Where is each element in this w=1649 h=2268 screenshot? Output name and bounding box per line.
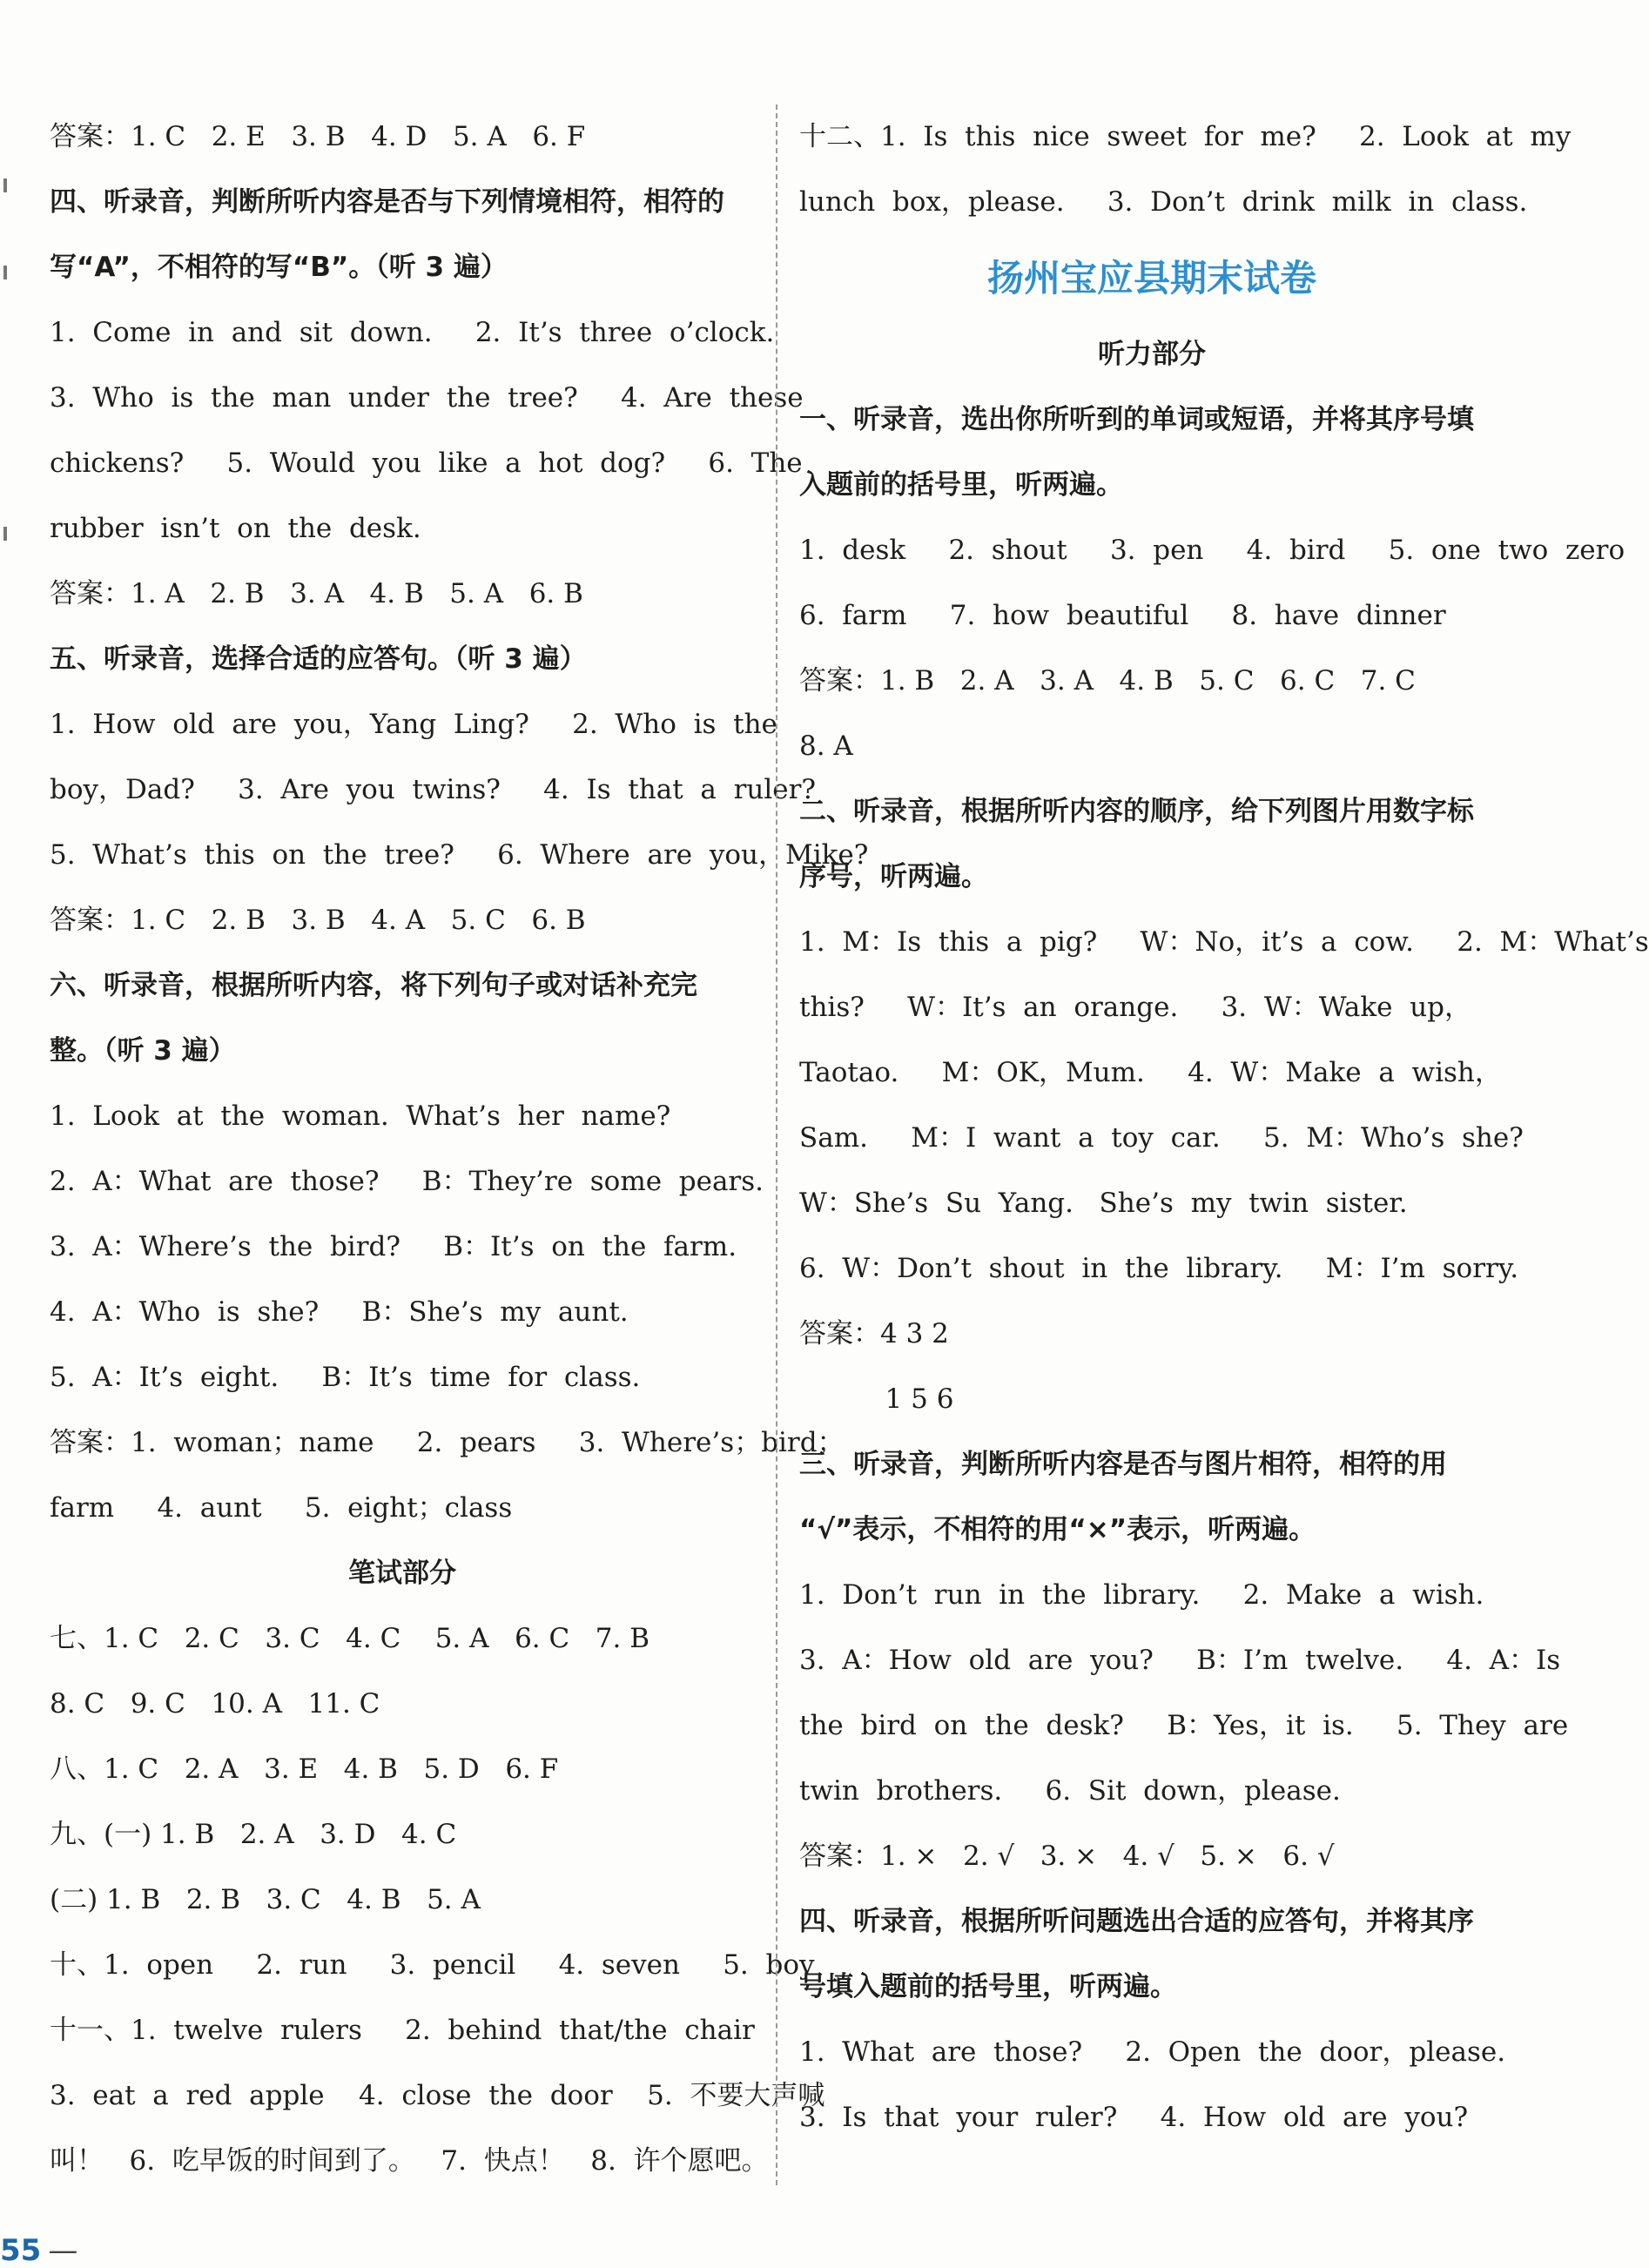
section-heading: 二、听录音，根据所听内容的顺序，给下列图片用数字标: [799, 796, 1474, 827]
answer-line: 八、1. C 2. A 3. E 4. B 5. D 6. F: [50, 1753, 559, 1785]
section-heading: “√”表示，不相符的用“×”表示，听两遍。: [799, 1514, 1316, 1545]
answer-line: 答案：1. woman；name 2. pears 3. Where’s；bird；: [50, 1427, 845, 1458]
answer-line: 叫！ 6. 吃早饭的时间到了。 7. 快点！ 8. 许个愿吧。: [50, 2145, 769, 2177]
answer-line: 8. C 9. C 10. A 11. C: [50, 1688, 380, 1720]
section-heading: 一、听录音，选出你所听到的单词或短语，并将其序号填: [799, 404, 1474, 435]
answer-line: lunch box，please. 3. Don’t drink milk in class.: [799, 186, 1528, 218]
footer-dash: —: [48, 2233, 78, 2268]
section-heading: 入题前的括号里，听两遍。: [799, 469, 1123, 501]
text-line: this? W：It’s an orange. 3. W：Wake up，: [799, 992, 1472, 1023]
answer-line: 答案：1. A 2. B 3. A 4. B 5. A 6. B: [50, 578, 583, 609]
section-heading: 整。（听 3 遍）: [50, 1035, 236, 1067]
binding-mark: [3, 527, 7, 541]
text-line: 3. A：Where’s the bird? B：It’s on the farm.: [50, 1231, 737, 1262]
text-line: 3. Is that your ruler? 4. How old are you?: [799, 2102, 1469, 2133]
page-number: 55: [0, 2233, 42, 2268]
text-line: Sam. M：I want a toy car. 5. M：Who’s she?: [799, 1122, 1524, 1154]
exam-title: 扬州宝应县期末试卷: [986, 257, 1316, 299]
text-line: 3. Who is the man under the tree? 4. Are these: [50, 382, 804, 414]
answer-line: 3. eat a red apple 4. close the door 5. 不要大声喊: [50, 2080, 825, 2111]
text-line: rubber isn’t on the desk.: [50, 513, 421, 544]
text-line: 1. desk 2. shout 3. pen 4. bird 5. one two zero: [799, 535, 1625, 566]
section-heading: 四、听录音，判断所听内容是否与下列情境相符，相符的: [50, 186, 724, 218]
text-line: 1. What are those? 2. Open the door，please.: [799, 2036, 1506, 2068]
section-heading: 序号，听两遍。: [799, 861, 988, 892]
section-heading: 写“A”，不相符的写“B”。（听 3 遍）: [50, 252, 508, 283]
written-section-heading: 笔试部分: [348, 1558, 456, 1589]
text-line: 1. Don’t run in the library. 2. Make a wish.: [799, 1579, 1484, 1611]
answer-line: farm 4. aunt 5. eight；class: [50, 1492, 513, 1524]
text-line: the bird on the desk? B：Yes，it is. 5. They are: [799, 1710, 1569, 1741]
right-column: [799, 104, 1649, 2150]
answer-line: 十二、1. Is this nice sweet for me? 2. Look at my: [799, 121, 1572, 152]
section-heading: 号填入题前的括号里，听两遍。: [799, 1971, 1177, 2002]
answer-line: 十一、1. twelve rulers 2. behind that/the chair: [50, 2015, 755, 2046]
text-line: 1. Come in and sit down. 2. It’s three o’clock.: [50, 317, 775, 348]
text-line: 2. A：What are those? B：They’re some pears.: [50, 1166, 764, 1197]
page-footer: [0, 2233, 77, 2268]
column-divider: [776, 104, 777, 2185]
text-line: 6. W：Don’t shout in the library. M：I’m sorry.: [799, 1253, 1519, 1284]
answer-line: 七、1. C 2. C 3. C 4. C 5. A 6. C 7. B: [50, 1623, 650, 1654]
text-line: 5. A：It’s eight. B：It’s time for class.: [50, 1362, 641, 1393]
text-line: W：She’s Su Yang. She’s my twin sister.: [799, 1188, 1408, 1219]
answer-line: 8. A: [799, 730, 853, 762]
section-heading: 五、听录音，选择合适的应答句。（听 3 遍）: [50, 643, 587, 675]
binding-mark: [3, 266, 7, 279]
text-line: boy，Dad? 3. Are you twins? 4. Is that a ruler?: [50, 774, 817, 805]
answer-line: 答案：1. C 2. E 3. B 4. D 5. A 6. F: [50, 121, 586, 152]
section-heading: 四、听录音，根据所听问题选出合适的应答句，并将其序: [799, 1906, 1474, 1937]
binding-mark: [3, 178, 7, 192]
answer-line: 答案：1. C 2. B 3. B 4. A 5. C 6. B: [50, 905, 586, 936]
text-line: chickens? 5. Would you like a hot dog? 6. The: [50, 448, 803, 479]
text-line: 6. farm 7. how beautiful 8. have dinner: [799, 600, 1446, 631]
section-heading: 三、听录音，判断所听内容是否与图片相符，相符的用: [799, 1449, 1447, 1480]
text-line: Taotao. M：OK，Mum. 4. W：Make a wish，: [799, 1057, 1502, 1088]
listening-heading: 听力部分: [1098, 339, 1206, 370]
answer-line: 1 5 6: [799, 1383, 954, 1415]
answer-line: 答案：4 3 2: [799, 1318, 949, 1349]
text-line: twin brothers. 6. Sit down，please.: [799, 1775, 1341, 1807]
text-line: 4. A：Who is she? B：She’s my aunt.: [50, 1296, 629, 1328]
answer-line: 答案：1. B 2. A 3. A 4. B 5. C 6. C 7. C: [799, 665, 1416, 697]
answer-line: 十、1. open 2. run 3. pencil 4. seven 5. boy: [50, 1949, 815, 1981]
text-line: 1. How old are you，Yang Ling? 2. Who is the: [50, 709, 777, 740]
answer-line: 答案：1. × 2. √ 3. × 4. √ 5. × 6. √: [799, 1841, 1335, 1872]
text-line: 3. A：How old are you? B：I’m twelve. 4. A：Is: [799, 1645, 1561, 1676]
text-line: 1. M：Is this a pig? W：No，it’s a cow. 2. M：What’s: [799, 926, 1649, 958]
answer-line: (二) 1. B 2. B 3. C 4. B 5. A: [50, 1884, 481, 1915]
answer-line: 九、(一) 1. B 2. A 3. D 4. C: [50, 1819, 457, 1850]
section-heading: 六、听录音，根据所听内容，将下列句子或对话补充完: [50, 970, 697, 1001]
text-line: 1. Look at the woman. What’s her name?: [50, 1100, 671, 1132]
text-line: 5. What’s this on the tree? 6. Where are you，Mike?: [50, 839, 869, 871]
